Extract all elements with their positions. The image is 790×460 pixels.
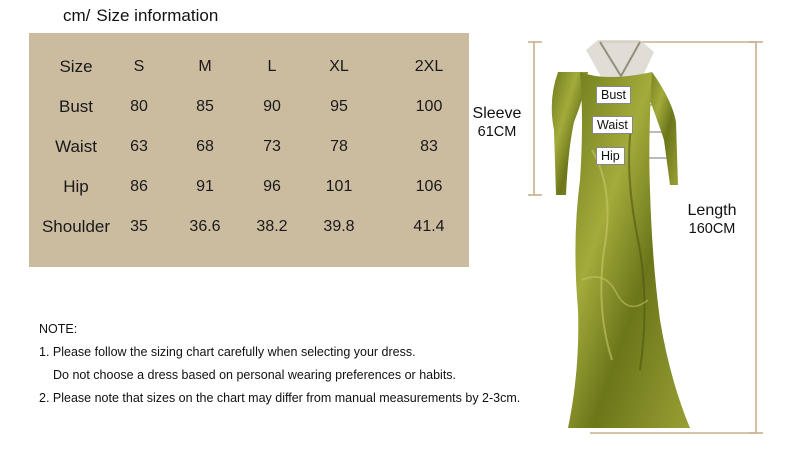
size-cell: 35 <box>130 218 148 235</box>
size-cell: 36.6 <box>189 218 221 235</box>
size-cell: 68 <box>196 138 214 155</box>
size-row-bust <box>29 87 469 127</box>
size-info-header <box>63 6 218 26</box>
size-cell: 101 <box>325 178 353 195</box>
notes-heading: NOTE: <box>39 322 78 336</box>
row-label: Hip <box>63 177 89 196</box>
size-cell: 106 <box>415 178 443 195</box>
notes-section <box>39 318 520 410</box>
size-cell: S <box>133 58 145 75</box>
sleeve-value: 61CM <box>477 124 517 140</box>
size-cell: 2XL <box>414 58 444 75</box>
size-cell: L <box>267 58 277 75</box>
size-chart-panel <box>29 33 469 267</box>
size-cell: 63 <box>130 138 148 155</box>
size-cell: 73 <box>263 138 281 155</box>
header-title: Size information <box>96 6 219 25</box>
row-label: Shoulder <box>41 217 111 236</box>
size-cell: 78 <box>330 138 348 155</box>
size-row-size <box>29 47 469 87</box>
size-cell: 100 <box>415 98 443 115</box>
size-cell: 80 <box>130 98 148 115</box>
sleeve-guide <box>528 42 542 195</box>
note-line-1b: Do not choose a dress based on personal wearing preferences or habits. <box>53 368 457 382</box>
size-cell: 41.4 <box>413 218 445 235</box>
row-label: Waist <box>55 137 97 156</box>
size-row-shoulder <box>29 207 469 247</box>
waist-tag: Waist <box>592 116 633 134</box>
note-line-1: 1. Please follow the sizing chart carefully when selecting your dress. <box>39 345 416 359</box>
unit-label: cm/ <box>63 6 91 25</box>
length-value: 160CM <box>688 221 736 237</box>
note-line-2: 2. Please note that sizes on the chart may differ from manual measurements by 2-3cm. <box>39 391 521 405</box>
size-row-hip <box>29 167 469 207</box>
size-cell: M <box>198 58 212 75</box>
size-cell: 90 <box>263 98 281 115</box>
dress-diagram <box>520 30 780 450</box>
size-cell: 83 <box>420 138 438 155</box>
size-cell: 39.8 <box>323 218 355 235</box>
size-cell: 95 <box>330 98 348 115</box>
sleeve-label: Sleeve <box>472 105 522 122</box>
size-cell: XL <box>329 58 349 75</box>
length-measurement <box>680 201 744 239</box>
size-cell: 86 <box>130 178 148 195</box>
row-label: Bust <box>58 97 94 116</box>
sleeve-measurement <box>466 104 528 142</box>
size-cell: 85 <box>196 98 214 115</box>
size-row-waist <box>29 127 469 167</box>
row-label: Size <box>59 57 93 76</box>
size-cell: 91 <box>196 178 214 195</box>
size-table <box>29 47 469 247</box>
size-cell: 96 <box>263 178 281 195</box>
size-cell: 38.2 <box>256 218 288 235</box>
length-label: Length <box>687 202 737 219</box>
dress-illustration <box>520 30 780 450</box>
bust-tag: Bust <box>596 86 631 104</box>
hip-tag: Hip <box>596 147 625 165</box>
